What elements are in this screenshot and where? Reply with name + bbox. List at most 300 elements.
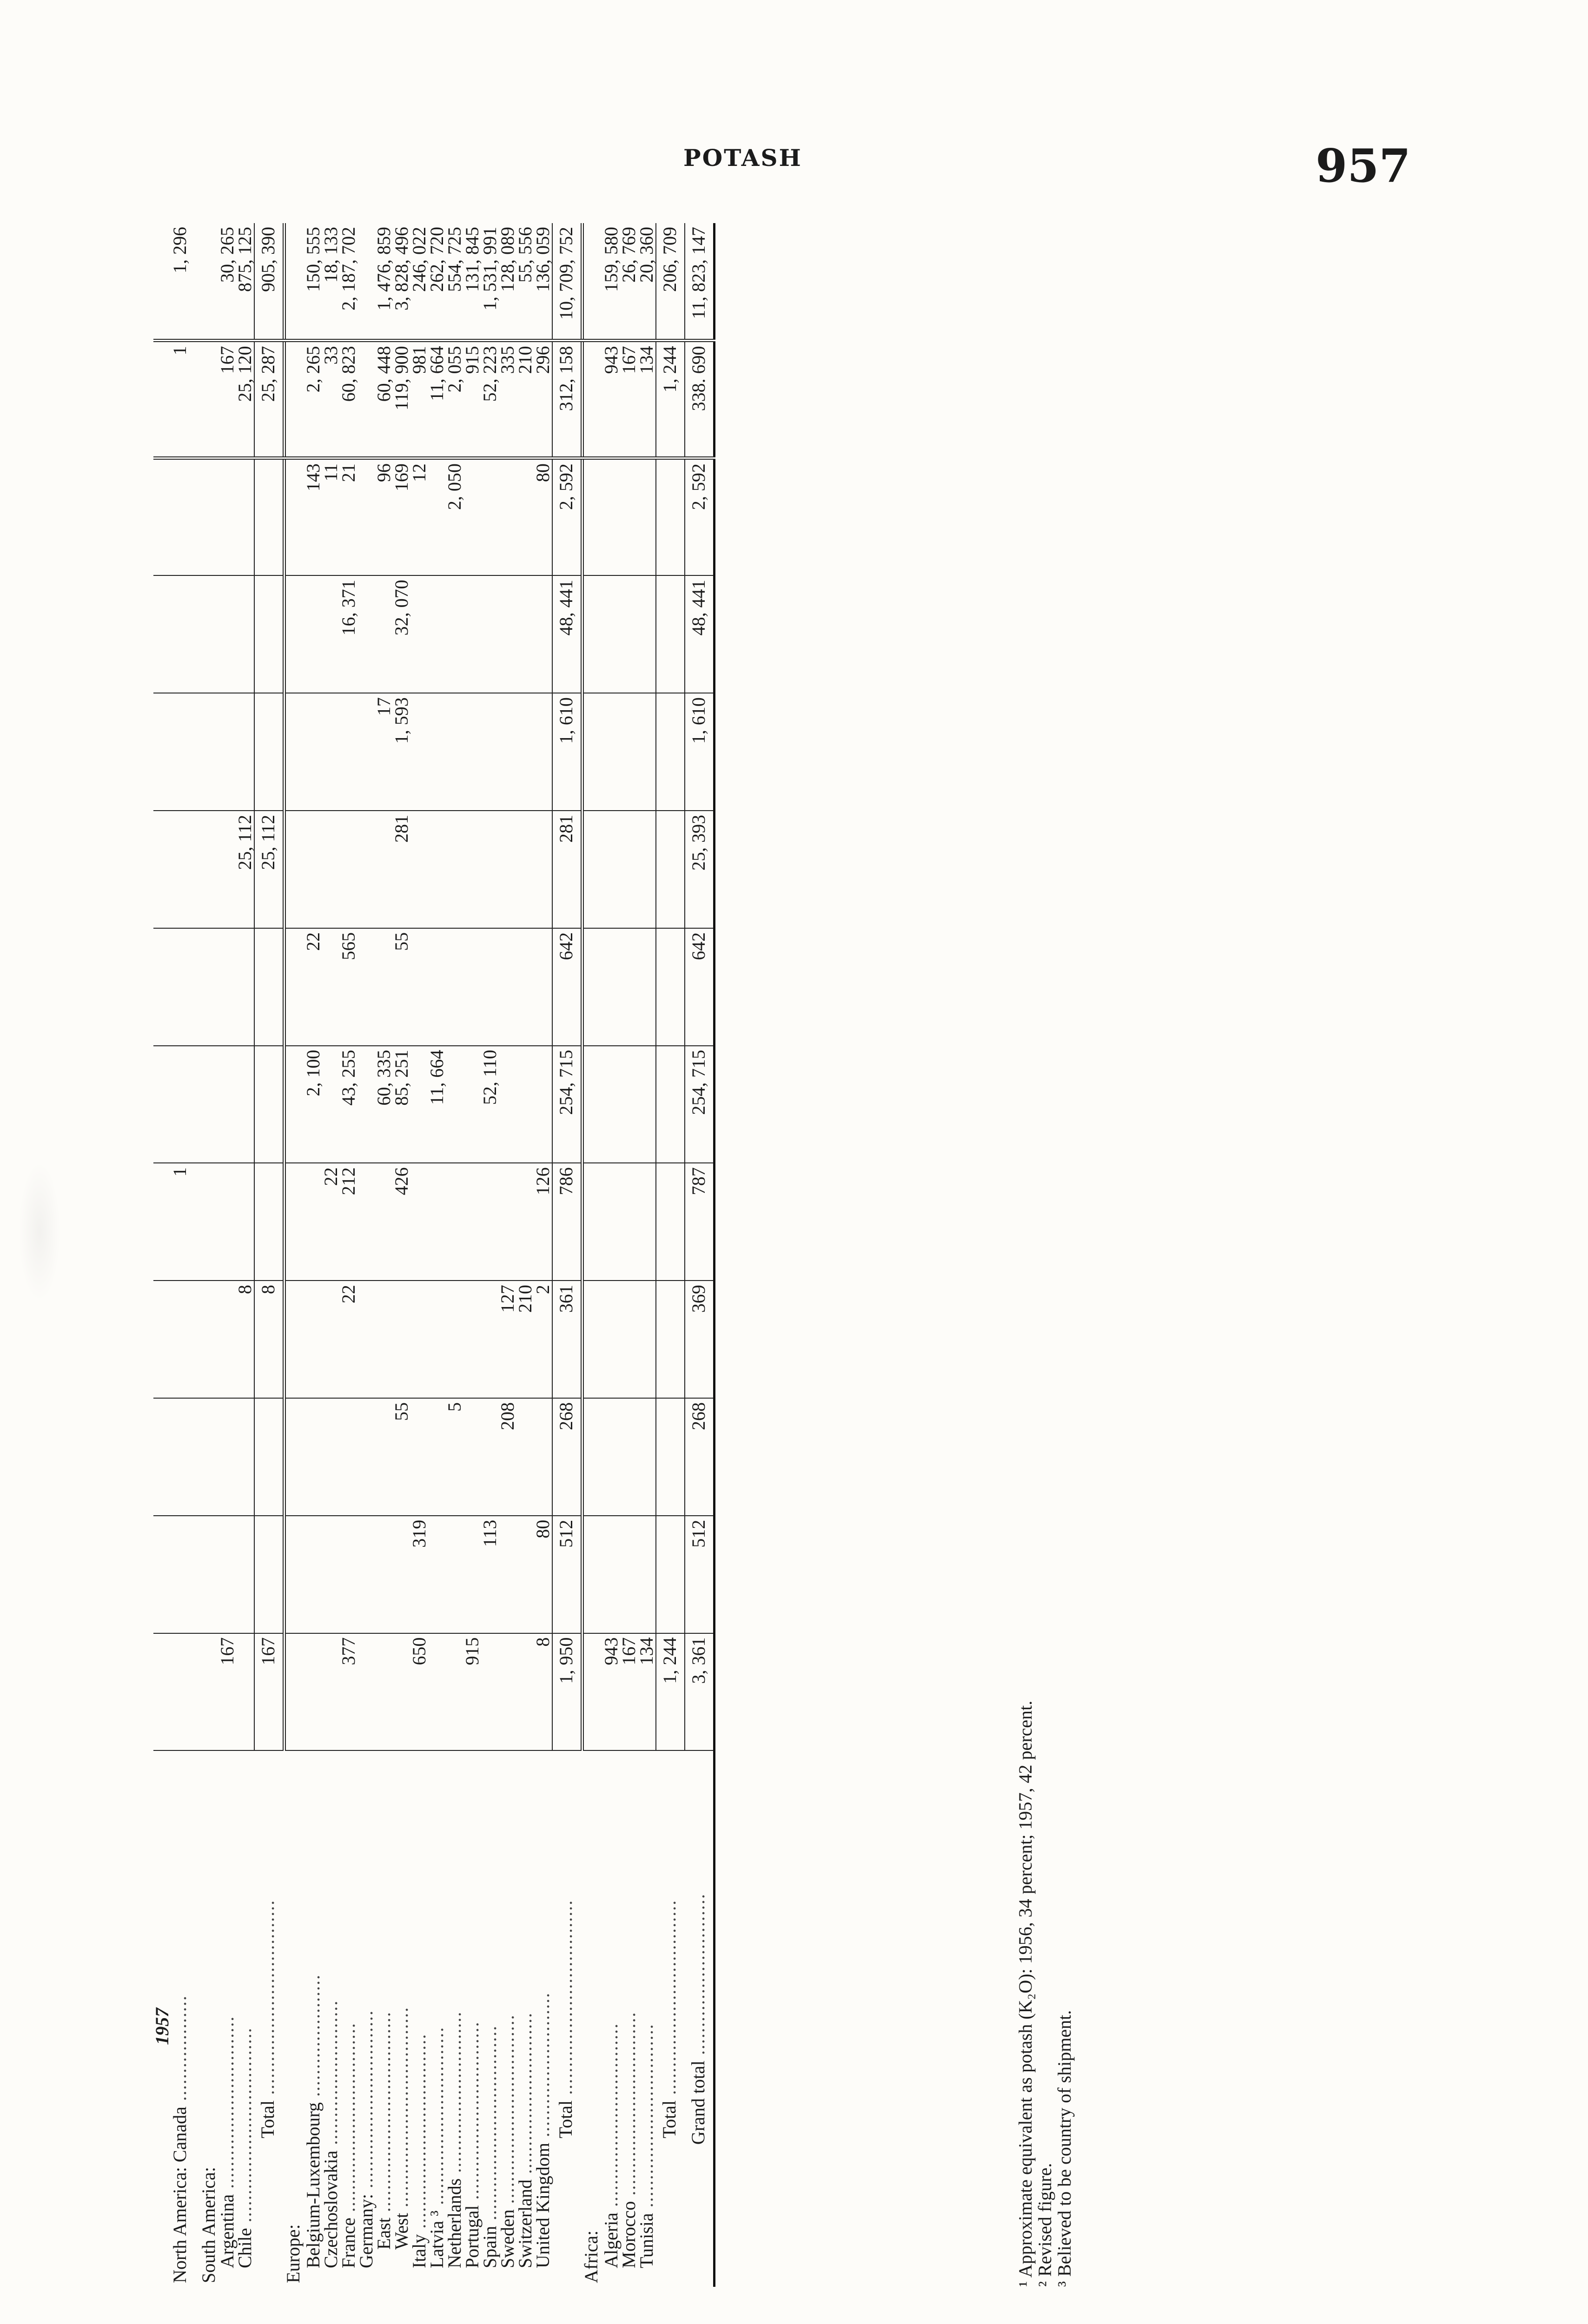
value-cell — [285, 458, 305, 576]
value-cell — [602, 458, 620, 576]
footnote: ¹ Approximate equivalent as potash (K₂O): 1956, 34 percent; 1957, 42 percent. — [1015, 1700, 1036, 2287]
value-cell: 361 — [552, 1281, 582, 1398]
value-cell — [340, 1516, 357, 1633]
value-cell — [638, 693, 656, 811]
value-cell: 25, 120 — [236, 341, 254, 458]
value-cell: 131, 845 — [463, 223, 481, 341]
value-cell: 981 — [410, 341, 428, 458]
value-cell — [582, 1163, 603, 1281]
value-cell: 22 — [322, 1163, 340, 1281]
value-cell: 1 — [171, 341, 190, 458]
value-cell — [218, 811, 236, 928]
table-row — [428, 223, 446, 2287]
value-cell: 143 — [304, 458, 322, 576]
table-row — [582, 223, 603, 2287]
value-cell — [285, 1633, 305, 1751]
value-cell — [254, 1516, 285, 1633]
value-cell: 60, 335 — [375, 1046, 393, 1163]
value-cell: 113 — [481, 1516, 499, 1633]
value-cell — [638, 1516, 656, 1633]
value-cell — [340, 693, 357, 811]
value-cell: 254, 715 — [685, 1046, 715, 1163]
value-cell: 268 — [552, 1398, 582, 1516]
value-cell: 8 — [254, 1281, 285, 1398]
value-cell — [171, 1398, 190, 1516]
table-row — [357, 223, 375, 2287]
value-cell — [463, 1163, 481, 1281]
value-cell — [218, 1046, 236, 1163]
value-cell — [236, 1516, 254, 1633]
value-cell: 128, 089 — [499, 223, 516, 341]
table-row — [463, 223, 481, 2287]
value-cell — [582, 1633, 603, 1751]
value-cell — [582, 1046, 603, 1163]
value-cell: 915 — [463, 1633, 481, 1751]
value-cell — [285, 1398, 305, 1516]
value-cell: 1, 244 — [656, 1633, 685, 1751]
row-label: Germany: ................................ — [356, 2010, 377, 2268]
value-cell — [499, 1163, 516, 1281]
value-cell — [322, 811, 340, 928]
value-cell — [190, 1516, 200, 1633]
value-cell: 52, 110 — [481, 1046, 499, 1163]
value-cell — [357, 1046, 375, 1163]
value-cell: 136, 059 — [534, 223, 552, 341]
value-cell — [620, 1046, 638, 1163]
value-cell: 3, 361 — [685, 1633, 715, 1751]
value-cell — [322, 1281, 340, 1398]
value-cell: 246, 022 — [410, 223, 428, 341]
value-cell: 2, 265 — [304, 341, 322, 458]
value-cell — [428, 1633, 446, 1751]
row-label: United Kingdom .......................... — [532, 1992, 553, 2268]
value-cell — [357, 223, 375, 341]
value-cell — [200, 1163, 218, 1281]
value-cell — [322, 1046, 340, 1163]
value-cell — [620, 811, 638, 928]
value-cell — [410, 1398, 428, 1516]
value-cell — [190, 1163, 200, 1281]
value-cell — [200, 1516, 218, 1633]
value-cell — [428, 1163, 446, 1281]
value-cell — [620, 1398, 638, 1516]
value-cell — [218, 575, 236, 693]
table-row — [218, 223, 236, 2287]
paper-smudge — [19, 1162, 60, 1301]
value-cell — [499, 928, 516, 1046]
value-cell: 80 — [534, 458, 552, 576]
value-cell: 281 — [552, 811, 582, 928]
value-cell — [375, 575, 393, 693]
value-cell — [285, 1516, 305, 1633]
value-cell: 212 — [340, 1163, 357, 1281]
value-cell — [602, 575, 620, 693]
value-cell — [200, 693, 218, 811]
value-cell — [254, 693, 285, 811]
table-row — [393, 223, 410, 2287]
row-label: France .................................. — [338, 2022, 359, 2268]
value-cell — [254, 1398, 285, 1516]
value-cell — [516, 1633, 534, 1751]
value-cell: 296 — [534, 341, 552, 458]
value-cell — [582, 458, 603, 576]
value-cell: 5 — [446, 1398, 463, 1516]
value-cell — [357, 1281, 375, 1398]
value-cell: 150, 555 — [304, 223, 322, 341]
value-cell — [656, 1163, 685, 1281]
value-cell — [218, 928, 236, 1046]
value-cell: 3, 828, 496 — [393, 223, 410, 341]
value-cell: 55 — [393, 928, 410, 1046]
value-cell — [200, 458, 218, 576]
table-row — [552, 223, 582, 2287]
value-cell — [428, 693, 446, 811]
value-cell: 52, 223 — [481, 341, 499, 458]
value-cell — [620, 693, 638, 811]
value-cell: 60, 823 — [340, 341, 357, 458]
value-cell: 167 — [620, 1633, 638, 1751]
value-cell: 312, 158 — [552, 341, 582, 458]
value-cell — [481, 1398, 499, 1516]
value-cell — [190, 928, 200, 1046]
value-cell: 875, 125 — [236, 223, 254, 341]
value-cell — [254, 1163, 285, 1281]
value-cell — [410, 1163, 428, 1281]
row-label: North America: Canada ................... — [169, 1995, 190, 2283]
value-cell — [499, 693, 516, 811]
value-cell — [481, 1163, 499, 1281]
value-cell: 915 — [463, 341, 481, 458]
value-cell: 55 — [393, 1398, 410, 1516]
value-cell — [463, 1046, 481, 1163]
value-cell: 20, 360 — [638, 223, 656, 341]
value-cell: 642 — [685, 928, 715, 1046]
value-cell — [171, 693, 190, 811]
value-cell — [304, 1163, 322, 1281]
value-cell: 1, 610 — [552, 693, 582, 811]
value-cell: 786 — [552, 1163, 582, 1281]
table-row — [236, 223, 254, 2287]
value-cell — [656, 928, 685, 1046]
row-label: Portugal ................................ — [462, 2021, 483, 2268]
value-cell — [171, 1046, 190, 1163]
value-cell — [446, 811, 463, 928]
value-cell — [285, 928, 305, 1046]
value-cell — [236, 1163, 254, 1281]
value-cell — [602, 1163, 620, 1281]
row-label: Grand total ............................. — [685, 1750, 715, 2287]
value-cell — [499, 1633, 516, 1751]
value-cell — [582, 928, 603, 1046]
value-cell — [375, 811, 393, 928]
value-cell — [602, 1398, 620, 1516]
value-cell — [218, 1516, 236, 1633]
value-cell — [357, 341, 375, 458]
table-row — [499, 223, 516, 2287]
value-cell — [340, 1398, 357, 1516]
row-label: Total ................................... — [659, 1899, 680, 2139]
value-cell: 159, 580 — [602, 223, 620, 341]
value-cell: 787 — [685, 1163, 715, 1281]
value-cell — [620, 575, 638, 693]
value-cell: 119, 900 — [393, 341, 410, 458]
value-cell — [428, 458, 446, 576]
value-cell: 12 — [410, 458, 428, 576]
year-row — [153, 223, 171, 2287]
value-cell — [620, 458, 638, 576]
value-cell — [254, 458, 285, 576]
value-cell — [236, 1398, 254, 1516]
value-cell — [499, 1516, 516, 1633]
value-cell: 2 — [534, 1281, 552, 1398]
value-cell — [638, 928, 656, 1046]
value-cell — [428, 811, 446, 928]
value-cell — [285, 575, 305, 693]
table-row — [322, 223, 340, 2287]
value-cell — [304, 1516, 322, 1633]
value-cell: 167 — [218, 1633, 236, 1751]
row-label: Africa: — [580, 2230, 602, 2283]
value-cell: 11, 823, 147 — [685, 223, 715, 341]
value-cell — [285, 693, 305, 811]
value-cell — [582, 1398, 603, 1516]
value-cell — [218, 1398, 236, 1516]
value-cell — [236, 693, 254, 811]
value-cell — [534, 928, 552, 1046]
value-cell: 85, 251 — [393, 1046, 410, 1163]
value-cell — [200, 1046, 218, 1163]
value-cell: 2, 055 — [446, 341, 463, 458]
value-cell: 25, 287 — [254, 341, 285, 458]
footnote: ² Revised figure. — [1034, 2163, 1055, 2287]
value-cell: 262, 720 — [428, 223, 446, 341]
value-cell — [656, 458, 685, 576]
value-cell — [620, 1281, 638, 1398]
value-cell — [463, 1398, 481, 1516]
value-cell — [357, 693, 375, 811]
value-cell — [534, 1046, 552, 1163]
value-cell — [236, 1633, 254, 1751]
value-cell — [200, 811, 218, 928]
value-cell: 134 — [638, 341, 656, 458]
row-label: Latvia ³ ................................ — [426, 2026, 447, 2268]
table-row — [285, 223, 305, 2287]
value-cell — [218, 1281, 236, 1398]
value-cell: 8 — [236, 1281, 254, 1398]
value-cell — [304, 1398, 322, 1516]
value-cell — [410, 928, 428, 1046]
value-cell — [218, 458, 236, 576]
value-cell — [171, 928, 190, 1046]
value-cell: 377 — [340, 1633, 357, 1751]
value-cell — [638, 575, 656, 693]
value-cell: 1, 244 — [656, 341, 685, 458]
data-table-rotated — [153, 223, 1106, 2287]
value-cell: 650 — [410, 1633, 428, 1751]
value-cell: 1, 950 — [552, 1633, 582, 1751]
value-cell — [516, 1516, 534, 1633]
row-label: Morocco ................................. — [618, 2011, 639, 2268]
value-cell — [638, 1163, 656, 1281]
value-cell — [190, 811, 200, 928]
value-cell: 17 — [375, 693, 393, 811]
value-cell: 26, 769 — [620, 223, 638, 341]
row-label: Tunisia ................................. — [636, 2023, 657, 2268]
value-cell — [446, 1516, 463, 1633]
value-cell: 319 — [410, 1516, 428, 1633]
value-cell — [322, 1516, 340, 1633]
value-cell — [446, 1633, 463, 1751]
value-cell — [463, 1516, 481, 1633]
value-cell: 426 — [393, 1163, 410, 1281]
footnotes — [1016, 1264, 1074, 2287]
value-cell — [620, 928, 638, 1046]
value-cell — [481, 1633, 499, 1751]
row-label: South America: — [198, 2167, 219, 2283]
value-cell — [322, 693, 340, 811]
value-cell — [218, 693, 236, 811]
footnote: ³ Believed to be country of shipment. — [1054, 2010, 1075, 2287]
value-cell — [171, 1633, 190, 1751]
value-cell — [190, 1281, 200, 1398]
value-cell: 10, 709, 752 — [552, 223, 582, 341]
table-row — [516, 223, 534, 2287]
value-cell: 43, 255 — [340, 1046, 357, 1163]
row-label: Sweden .................................. — [497, 2014, 518, 2268]
value-cell — [582, 223, 603, 341]
value-cell: 210 — [516, 1281, 534, 1398]
value-cell: 281 — [393, 811, 410, 928]
value-cell — [236, 1046, 254, 1163]
value-cell — [254, 575, 285, 693]
row-label: Czechoslovakia .......................... — [320, 2000, 341, 2268]
value-cell: 512 — [552, 1516, 582, 1633]
row-label: Total ................................... — [555, 1899, 576, 2139]
value-cell: 1, 476, 859 — [375, 223, 393, 341]
value-cell — [393, 1633, 410, 1751]
value-cell — [285, 223, 305, 341]
value-cell — [481, 928, 499, 1046]
value-cell: 335 — [499, 341, 516, 458]
value-cell — [656, 693, 685, 811]
value-cell — [190, 575, 200, 693]
imports-table — [153, 223, 715, 2287]
value-cell: 126 — [534, 1163, 552, 1281]
table-row — [304, 223, 322, 2287]
row-label: Chile ................................... — [234, 2027, 255, 2268]
value-cell — [602, 1516, 620, 1633]
value-cell — [357, 458, 375, 576]
value-cell — [375, 1281, 393, 1398]
value-cell: 565 — [340, 928, 357, 1046]
value-cell — [638, 1398, 656, 1516]
value-cell: 25, 393 — [685, 811, 715, 928]
value-cell: 48, 441 — [552, 575, 582, 693]
value-cell — [171, 1516, 190, 1633]
value-cell — [171, 458, 190, 576]
value-cell — [200, 1281, 218, 1398]
value-cell — [322, 575, 340, 693]
value-cell — [285, 1046, 305, 1163]
value-cell — [190, 223, 200, 341]
value-cell: 1 — [171, 1163, 190, 1281]
value-cell — [322, 928, 340, 1046]
row-label: Switzerland ............................. — [515, 2012, 536, 2268]
value-cell — [481, 575, 499, 693]
value-cell: 369 — [685, 1281, 715, 1398]
value-cell — [236, 458, 254, 576]
value-cell — [516, 458, 534, 576]
row-label: Algeria ................................. — [601, 2023, 622, 2268]
row-label: Spain ................................... — [479, 2025, 500, 2268]
value-cell — [516, 1398, 534, 1516]
value-cell — [171, 575, 190, 693]
value-cell: 338. 690 — [685, 341, 715, 458]
value-cell: 25, 112 — [254, 811, 285, 928]
value-cell — [410, 811, 428, 928]
value-cell — [218, 1163, 236, 1281]
value-cell — [582, 693, 603, 811]
page-number: 957 — [1316, 139, 1411, 193]
value-cell — [463, 928, 481, 1046]
value-cell — [410, 575, 428, 693]
value-cell — [499, 458, 516, 576]
value-cell: 943 — [602, 1633, 620, 1751]
value-cell — [375, 1516, 393, 1633]
value-cell — [656, 1281, 685, 1398]
value-cell: 210 — [516, 341, 534, 458]
value-cell — [428, 928, 446, 1046]
value-cell — [375, 1398, 393, 1516]
value-cell: 943 — [602, 341, 620, 458]
value-cell — [304, 693, 322, 811]
value-cell — [446, 1281, 463, 1398]
value-cell — [190, 693, 200, 811]
table-row — [602, 223, 620, 2287]
value-cell: 127 — [499, 1281, 516, 1398]
value-cell — [446, 1046, 463, 1163]
value-cell — [357, 811, 375, 928]
value-cell: 2, 050 — [446, 458, 463, 576]
value-cell — [200, 223, 218, 341]
value-cell — [446, 1163, 463, 1281]
value-cell — [200, 928, 218, 1046]
value-cell — [463, 693, 481, 811]
value-cell: 2, 100 — [304, 1046, 322, 1163]
value-cell: 21 — [340, 458, 357, 576]
value-cell — [428, 1516, 446, 1633]
value-cell: 18, 133 — [322, 223, 340, 341]
value-cell — [410, 1281, 428, 1398]
table-row — [375, 223, 393, 2287]
value-cell — [582, 1516, 603, 1633]
value-cell — [582, 575, 603, 693]
value-cell: 22 — [340, 1281, 357, 1398]
value-cell — [620, 1163, 638, 1281]
value-cell — [200, 1633, 218, 1751]
value-cell — [656, 575, 685, 693]
value-cell — [638, 458, 656, 576]
value-cell — [410, 693, 428, 811]
value-cell — [656, 1398, 685, 1516]
value-cell — [304, 575, 322, 693]
value-cell: 8 — [534, 1633, 552, 1751]
value-cell — [446, 575, 463, 693]
value-cell: 16, 371 — [340, 575, 357, 693]
value-cell: 167 — [218, 341, 236, 458]
value-cell — [304, 1633, 322, 1751]
value-cell — [357, 1163, 375, 1281]
